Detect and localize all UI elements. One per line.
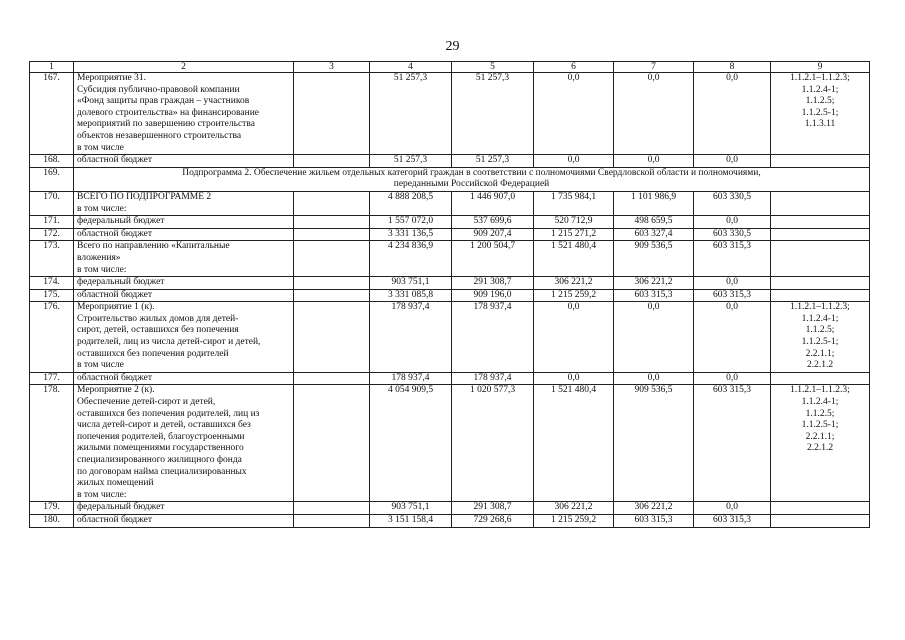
target-code-line: 1.1.2.4-1;	[801, 397, 839, 408]
item-name-line: Обеспечение детей-сирот и детей,	[77, 397, 216, 408]
value-cell-col7: 0,0	[614, 155, 694, 168]
column-3-cell	[294, 228, 370, 241]
value-cell-col8: 603 315,3	[694, 514, 771, 527]
item-name-cell	[74, 302, 294, 373]
column-header: 4	[370, 62, 452, 73]
row-number-cell: 169.	[30, 167, 74, 191]
row-number-cell: 180.	[30, 514, 74, 527]
value-cell-col7: 306 221,2	[614, 277, 694, 290]
target-code-line: 1.1.2.5;	[805, 96, 835, 107]
target-code-line: 2.2.1.1;	[805, 348, 835, 359]
target-codes-cell	[771, 385, 870, 502]
value-cell-col5: 729 268,6	[452, 514, 534, 527]
item-name-line: областной бюджет	[77, 372, 153, 383]
value-cell-col6: 520 712,9	[534, 216, 614, 229]
target-codes-cell	[771, 514, 870, 527]
value-cell-col5: 1 200 504,7	[452, 241, 534, 277]
item-name-line: родителей, лиц из числа детей-сирот и детей,	[77, 337, 261, 348]
value-cell-col5: 178 937,4	[452, 302, 534, 373]
item-name-line: «Фонд защиты прав граждан – участников	[77, 96, 250, 107]
item-name-cell	[74, 277, 294, 290]
value-cell-col7: 306 221,2	[614, 502, 694, 515]
value-cell-col7: 0,0	[614, 73, 694, 155]
column-header: 6	[534, 62, 614, 73]
target-code-line: 2.2.1.1;	[805, 431, 835, 442]
item-name-line: попечения родителей, благоустроенными	[77, 431, 245, 442]
column-3-cell	[294, 277, 370, 290]
target-codes-cell	[771, 241, 870, 277]
value-cell-col7: 603 315,3	[614, 289, 694, 302]
item-name-cell	[74, 241, 294, 277]
item-name-line: по договорам найма специализированных	[77, 466, 247, 477]
row-number-cell: 173.	[30, 241, 74, 277]
item-name-line: Всего по направлению «Капитальные	[77, 241, 230, 252]
row-number-cell: 179.	[30, 502, 74, 515]
table-row	[30, 167, 870, 191]
item-name-line: Мероприятие 1 (к).	[77, 302, 155, 313]
item-name-line: оставшихся без попечения родителей, лиц из	[77, 408, 260, 419]
item-name-cell	[74, 228, 294, 241]
value-cell-col5: 51 257,3	[452, 73, 534, 155]
column-header: 5	[452, 62, 534, 73]
target-codes-cell	[771, 277, 870, 290]
row-number-cell: 176.	[30, 302, 74, 373]
item-name-line: областной бюджет	[77, 289, 153, 300]
value-cell-col6: 1 521 480,4	[534, 385, 614, 502]
value-cell-col7: 909 536,5	[614, 385, 694, 502]
value-cell-col8: 603 315,3	[694, 385, 771, 502]
item-name-line: ВСЕГО ПО ПОДПРОГРАММЕ 2	[77, 191, 212, 202]
target-code-line: 1.1.2.5-1;	[801, 337, 839, 348]
item-name-cell	[74, 502, 294, 515]
value-cell-col6: 1 215 259,2	[534, 514, 614, 527]
value-cell-col5: 51 257,3	[452, 155, 534, 168]
row-number-cell: 175.	[30, 289, 74, 302]
table-row	[30, 241, 870, 277]
target-codes-cell	[771, 289, 870, 302]
table-row	[30, 277, 870, 290]
value-cell-col8: 603 330,5	[694, 191, 771, 215]
item-name-line: федеральный бюджет	[77, 216, 165, 227]
value-cell-col4: 1 557 072,0	[370, 216, 452, 229]
column-3-cell	[294, 73, 370, 155]
column-3-cell	[294, 241, 370, 277]
table-row	[30, 228, 870, 241]
row-number-cell: 178.	[30, 385, 74, 502]
subprogram-title-line: переданными Российской Федерацией	[393, 179, 550, 190]
item-name-cell	[74, 514, 294, 527]
item-name-cell	[74, 372, 294, 385]
value-cell-col5: 1 020 577,3	[452, 385, 534, 502]
value-cell-col4: 4 234 836,9	[370, 241, 452, 277]
subprogram-title-cell	[74, 167, 870, 191]
value-cell-col4: 903 751,1	[370, 277, 452, 290]
value-cell-col4: 178 937,4	[370, 372, 452, 385]
item-name-line: областной бюджет	[77, 514, 153, 525]
item-name-line: в том числе:	[77, 203, 127, 214]
item-name-line: областной бюджет	[77, 228, 153, 239]
target-codes-cell	[771, 372, 870, 385]
value-cell-col6: 0,0	[534, 372, 614, 385]
value-cell-col4: 3 331 136,5	[370, 228, 452, 241]
value-cell-col8: 0,0	[694, 73, 771, 155]
item-name-line: в том числе	[77, 360, 124, 371]
target-code-line: 2.2.1.2	[806, 360, 834, 371]
value-cell-col8: 603 330,5	[694, 228, 771, 241]
value-cell-col7: 603 327,4	[614, 228, 694, 241]
column-3-cell	[294, 302, 370, 373]
column-header: 8	[694, 62, 771, 73]
column-header: 2	[74, 62, 294, 73]
value-cell-col5: 1 446 907,0	[452, 191, 534, 215]
target-codes-cell	[771, 228, 870, 241]
value-cell-col8: 603 315,3	[694, 289, 771, 302]
row-number-cell: 171.	[30, 216, 74, 229]
item-name-line: Строительство жилых домов для детей-	[77, 313, 239, 324]
column-3-cell	[294, 289, 370, 302]
column-3-cell	[294, 502, 370, 515]
row-number-cell: 168.	[30, 155, 74, 168]
target-code-line: 1.1.2.1–1.1.2.3;	[790, 73, 850, 83]
column-3-cell	[294, 216, 370, 229]
value-cell-col6: 1 215 259,2	[534, 289, 614, 302]
item-name-line: жилыми помещениями государственного	[77, 443, 244, 454]
table-row	[30, 155, 870, 168]
value-cell-col4: 903 751,1	[370, 502, 452, 515]
page-number: 29	[445, 39, 460, 54]
item-name-line: Мероприятие 2 (к).	[77, 385, 155, 396]
target-code-line: 1.1.2.5-1;	[801, 107, 839, 118]
value-cell-col5: 291 308,7	[452, 277, 534, 290]
value-cell-col6: 1 215 271,2	[534, 228, 614, 241]
target-codes-cell	[771, 191, 870, 215]
target-codes-cell	[771, 502, 870, 515]
target-codes-cell	[771, 155, 870, 168]
item-name-line: федеральный бюджет	[77, 277, 165, 288]
value-cell-col6: 306 221,2	[534, 277, 614, 290]
target-codes-cell	[771, 73, 870, 155]
item-name-line: федеральный бюджет	[77, 502, 165, 513]
item-name-line: объектов незавершенного строительства	[77, 130, 242, 141]
item-name-line: числа детей-сирот и детей, оставшихся без	[77, 420, 251, 431]
value-cell-col6: 0,0	[534, 302, 614, 373]
value-cell-col4: 4 888 208,5	[370, 191, 452, 215]
value-cell-col4: 3 151 158,4	[370, 514, 452, 527]
value-cell-col8: 0,0	[694, 216, 771, 229]
item-name-line: специализированного жилищного фонда	[77, 455, 242, 465]
value-cell-col5: 178 937,4	[452, 372, 534, 385]
item-name-cell	[74, 289, 294, 302]
value-cell-col4: 178 937,4	[370, 302, 452, 373]
value-cell-col8: 0,0	[694, 277, 771, 290]
item-name-line: в том числе:	[77, 489, 127, 500]
item-name-line: областной бюджет	[77, 155, 153, 166]
item-name-line: сирот, детей, оставшихся без попечения	[77, 325, 239, 336]
item-name-line: долевого строительства» на финансирование	[77, 107, 260, 118]
item-name-cell	[74, 385, 294, 502]
value-cell-col8: 0,0	[694, 502, 771, 515]
target-codes-cell	[771, 302, 870, 373]
item-name-line: Мероприятие 31.	[77, 73, 147, 83]
target-code-line: 1.1.2.5-1;	[801, 420, 839, 431]
item-name-cell	[74, 216, 294, 229]
target-code-line: 1.1.2.5;	[805, 408, 835, 419]
item-name-cell	[74, 73, 294, 155]
value-cell-col5: 291 308,7	[452, 502, 534, 515]
row-number-cell: 172.	[30, 228, 74, 241]
value-cell-col7: 909 536,5	[614, 241, 694, 277]
value-cell-col5: 909 196,0	[452, 289, 534, 302]
value-cell-col6: 1 735 984,1	[534, 191, 614, 215]
column-3-cell	[294, 514, 370, 527]
table-row	[30, 372, 870, 385]
column-3-cell	[294, 372, 370, 385]
table-row	[30, 502, 870, 515]
row-number-cell: 170.	[30, 191, 74, 215]
value-cell-col7: 0,0	[614, 302, 694, 373]
value-cell-col5: 909 207,4	[452, 228, 534, 241]
row-number-cell: 174.	[30, 277, 74, 290]
column-header: 9	[771, 62, 870, 73]
target-code-line: 1.1.2.5;	[805, 325, 835, 336]
column-header: 1	[30, 62, 74, 73]
value-cell-col7: 498 659,5	[614, 216, 694, 229]
item-name-line: в том числе:	[77, 264, 127, 275]
target-code-line: 1.1.2.4-1;	[801, 84, 839, 95]
target-code-line: 1.1.2.1–1.1.2.3;	[790, 385, 850, 396]
value-cell-col7: 0,0	[614, 372, 694, 385]
column-header-row	[30, 62, 870, 73]
column-header: 3	[294, 62, 370, 73]
value-cell-col6: 306 221,2	[534, 502, 614, 515]
value-cell-col8: 0,0	[694, 372, 771, 385]
value-cell-col5: 537 699,6	[452, 216, 534, 229]
subprogram-title-line: Подпрограмма 2. Обеспечение жильем отдельных категорий граждан в соответствии с полномочиями Свердловской области и полномочиями,	[182, 167, 761, 178]
value-cell-col6: 0,0	[534, 155, 614, 168]
target-code-line: 2.2.1.2	[806, 443, 834, 454]
value-cell-col4: 4 054 909,5	[370, 385, 452, 502]
item-name-line: оставшихся без попечения родителей	[77, 348, 229, 359]
item-name-line: мероприятий по завершению строительства	[77, 119, 255, 130]
value-cell-col8: 0,0	[694, 155, 771, 168]
item-name-cell	[74, 155, 294, 168]
item-name-line: Субсидия публично-правовой компании	[77, 84, 240, 95]
row-number-cell: 177.	[30, 372, 74, 385]
item-name-line: в том числе	[77, 142, 124, 153]
column-3-cell	[294, 155, 370, 168]
column-header: 7	[614, 62, 694, 73]
target-code-line: 1.1.3.11	[804, 119, 836, 130]
value-cell-col7: 603 315,3	[614, 514, 694, 527]
column-3-cell	[294, 191, 370, 215]
target-code-line: 1.1.2.4-1;	[801, 313, 839, 324]
value-cell-col8: 603 315,3	[694, 241, 771, 277]
row-number-cell: 167.	[30, 73, 74, 155]
table-row	[30, 216, 870, 229]
table-row	[30, 514, 870, 527]
value-cell-col7: 1 101 986,9	[614, 191, 694, 215]
table-row	[30, 302, 870, 373]
budget-table	[29, 61, 870, 528]
value-cell-col4: 3 331 085,8	[370, 289, 452, 302]
target-code-line: 1.1.2.1–1.1.2.3;	[790, 302, 850, 313]
item-name-line: вложения»	[77, 252, 121, 263]
table-row	[30, 289, 870, 302]
table-row	[30, 73, 870, 155]
value-cell-col4: 51 257,3	[370, 73, 452, 155]
value-cell-col6: 1 521 480,4	[534, 241, 614, 277]
column-3-cell	[294, 385, 370, 502]
item-name-line: жилых помещений	[77, 478, 154, 489]
value-cell-col6: 0,0	[534, 73, 614, 155]
value-cell-col4: 51 257,3	[370, 155, 452, 168]
table-row	[30, 385, 870, 502]
value-cell-col8: 0,0	[694, 302, 771, 373]
item-name-cell	[74, 191, 294, 215]
table-row	[30, 191, 870, 215]
target-codes-cell	[771, 216, 870, 229]
